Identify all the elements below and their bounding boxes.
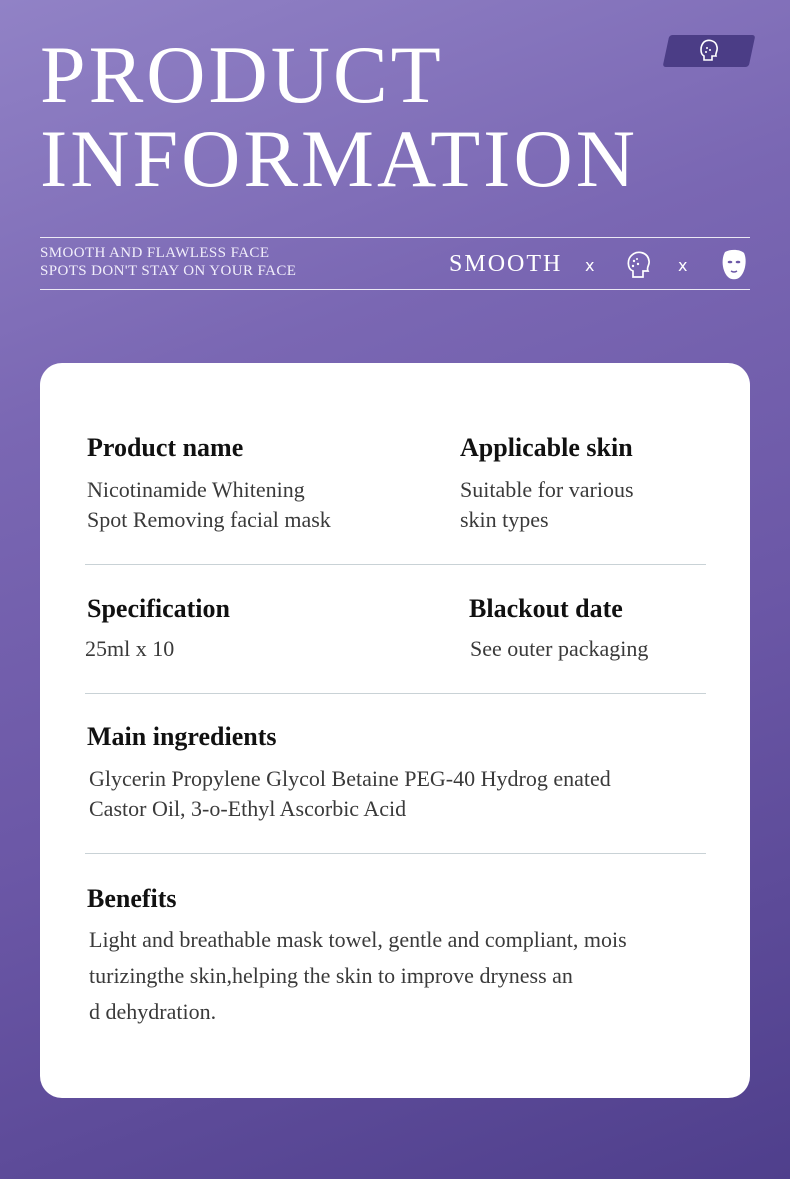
specification-value: 25ml x 10 xyxy=(85,636,175,661)
divider xyxy=(85,853,706,854)
product-name-label: Product name xyxy=(87,433,244,462)
applicable-skin-value-line-2: skin types xyxy=(460,507,549,532)
tagline-line-1: SMOOTH AND FLAWLESS FACE xyxy=(40,245,270,261)
times-symbol-1: x xyxy=(585,256,595,275)
benefits-label: Benefits xyxy=(87,884,177,913)
product-info-card xyxy=(40,363,750,1098)
divider xyxy=(85,564,706,565)
divider xyxy=(85,693,706,694)
page-title-line-2: INFORMATION xyxy=(40,113,638,204)
face-outline-icon xyxy=(696,39,722,63)
face-outline-icon xyxy=(623,250,655,280)
times-symbol-2: x xyxy=(678,256,688,275)
page-title-line-1: PRODUCT xyxy=(40,29,444,120)
specification-label: Specification xyxy=(87,594,230,623)
applicable-skin-label: Applicable skin xyxy=(460,433,633,462)
product-name-value-line-2: Spot Removing facial mask xyxy=(87,507,331,532)
main-ingredients-value-line-2: Castor Oil, 3-o-Ethyl Ascorbic Acid xyxy=(89,796,407,821)
main-ingredients-label: Main ingredients xyxy=(87,722,277,751)
blackout-date-label: Blackout date xyxy=(469,594,623,623)
applicable-skin-value-line-1: Suitable for various xyxy=(460,477,634,502)
main-ingredients-value-line-1: Glycerin Propylene Glycol Betaine PEG-40 Hydrog enated xyxy=(89,766,611,791)
benefits-value-line-2: turizingthe skin,helping the skin to improve dryness an xyxy=(89,963,573,988)
tagline-bottom-rule xyxy=(40,289,750,290)
benefits-value-line-1: Light and breathable mask towel, gentle and compliant, mois xyxy=(89,927,627,952)
tagline-line-2: SPOTS DON'T STAY ON YOUR FACE xyxy=(40,263,297,279)
blackout-date-value: See outer packaging xyxy=(470,636,649,661)
benefits-value-line-3: d dehydration. xyxy=(89,999,217,1024)
face-mask-icon xyxy=(720,249,748,281)
product-name-value-line-1: Nicotinamide Whitening xyxy=(87,477,305,502)
tagline-top-rule xyxy=(40,237,750,238)
smooth-word: SMOOTH xyxy=(449,251,563,277)
